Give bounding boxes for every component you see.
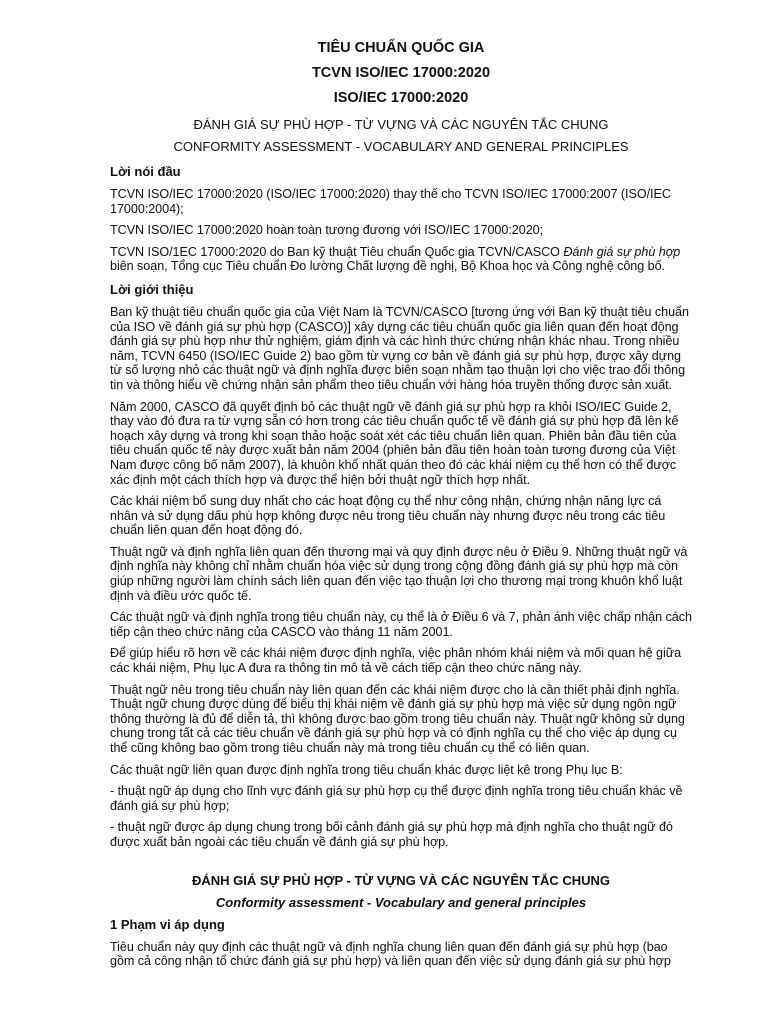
foreword-paragraph: TCVN ISO/IEC 17000:2020 (ISO/IEC 17000:2020) thay thế cho TCVN ISO/IEC 17000:2007 (ISO/IEC 17000:2004); [110,187,671,216]
introduction-heading: Lời giới thiệu [110,281,194,297]
introduction-paragraph: Các thuật ngữ liên quan được định nghĩa trong tiêu chuẩn khác được liệt kê trong Phụ lục B: [110,762,623,777]
clause-paragraph: Tiêu chuẩn này quy định các thuật ngữ và định nghĩa chung liên quan đến đánh giá sự phù hợp (bao gồm cả công nhận tổ chức đánh giá sự phù hợp) và liên quan đến việc sử dụng đánh giá sự phù hợp [110,939,671,969]
text-run: TCVN ISO/1EC 17000:2020 do Ban kỹ thuật Tiêu chuẩn Quốc gia TCVN/CASCO [110,244,564,259]
foreword-paragraph [110,245,692,274]
clause-heading: 1 Phạm vi áp dụng [110,916,225,932]
standard-type-title: TIÊU CHUẨN QUỐC GIA [317,40,485,56]
iso-code-title: ISO/IEC 17000:2020 [333,90,469,106]
foreword-heading: Lời nói đầu [110,164,181,179]
foreword-paragraph: TCVN ISO/IEC 17000:2020 hoàn toàn tương đương với ISO/IEC 17000:2020; [110,223,544,238]
text-run: biên soạn, Tổng cục Tiêu chuẩn Đo lường Chất lượng đề nghị, Bộ Khoa học và Công nghệ công bố. [110,259,666,274]
introduction-paragraph: Để giúp hiểu rõ hơn về các khái niệm được định nghĩa, việc phân nhóm khái niệm và mối quan hệ giữa các khái niệm, Phụ lục A đưa ra thông tin mô tả về cách tiếp cận theo chức năng này. [110,646,682,676]
introduction-paragraph: Ban kỹ thuật tiêu chuẩn quốc gia của Việt Nam là TCVN/CASCO [tương ứng với Ban kỹ thuật tiêu chuẩn của ISO về đánh giá sự phù hợp (CASCO)] xây dựng các tiêu chuẩn quốc gia liên quan đến hoạt động đánh giá sự phù hợp như thử nghiệm, giám định và các hình thức chứng nhận khác nhau. Trong nhiều năm, TCVN 6450 (ISO/IEC Guide 2) bao gồm từ vựng cơ bản về đánh giá sự phù hợp, được xây dựng từ số lượng nhỏ các thuật ngữ và định nghĩa được biên soạn nhằm tạo thuận lợi cho việc trao đổi thông tin và thông hiểu về chứng nhận sản phẩm theo tiêu chuẩn với hàng hóa truyền thống được sản xuất. [110,304,689,392]
subtitle-vietnamese: ĐÁNH GIÁ SỰ PHÙ HỢP - TỪ VỰNG VÀ CÁC NGUYÊN TẮC CHUNG [193,117,609,132]
introduction-paragraph: Các thuật ngữ và định nghĩa trong tiêu chuẩn này, cụ thể là ở Điều 6 và 7, phản ánh việc chấp nhận cách tiếp cận theo chức năng của CASCO vào tháng 11 năm 2001. [110,610,692,639]
introduction-list-item: - thuật ngữ áp dụng cho lĩnh vực đánh giá sự phù hợp cụ thể được định nghĩa trong tiêu chuẩn khác về đánh giá sự phù hợp; [110,784,683,813]
committee-name-italic: Đánh giá sự phù hợp [563,244,681,259]
section-subtitle: Conformity assessment - Vocabulary and general principles [215,894,587,910]
subtitle-english: CONFORMITY ASSESSMENT - VOCABULARY AND GENERAL PRINCIPLES [173,139,629,154]
introduction-paragraph: Các khái niệm bổ sung duy nhất cho các hoạt động cụ thể như công nhận, chứng nhận năng lực cá nhân và sử dụng dấu phù hợp không được nêu trong tiêu chuẩn này nhưng được nêu trong các tiêu chuẩn liên quan đến hoạt động đó. [110,494,666,538]
tcvn-code-title: TCVN ISO/IEC 17000:2020 [311,65,491,81]
introduction-list-item: - thuật ngữ được áp dụng chung trong bối cảnh đánh giá sự phù hợp mà định nghĩa cho thuật ngữ đó được xuất bản ngoài các tiêu chuẩn về đánh giá sự phù hợp. [110,820,673,849]
introduction-paragraph: Thuật ngữ và định nghĩa liên quan đến thương mại và quy định được nêu ở Điều 9. Những thuật ngữ và định nghĩa này không chỉ nhằm chuẩn hóa việc sử dụng trong cộng đồng đánh giá sự phù hợp mà còn giúp những người làm chính sách liên quan đến việc tạo thuận lợi cho thương mại trong khuôn khổ luật định và điều ước quốc tế. [110,544,688,603]
introduction-paragraph: Năm 2000, CASCO đã quyết định bỏ các thuật ngữ về đánh giá sự phù hợp ra khỏi ISO/IEC Guide 2, thay vào đó đưa ra từ vựng sẵn có hơn trong các tiêu chuẩn quốc tế về đánh giá sự phù hợp đã lên kế hoạch xây dựng và trong khi soạn thảo hoặc soát xét các tiêu chuẩn liên quan. Phiên bản đầu tiên của tiêu chuẩn quốc tế này được xuất bản năm 2004 (phiên bản đầu tiên hoàn toàn tương đương của Việt Nam được công bố năm 2007), là khuôn khổ nhất quán theo đó các khái niệm cụ thể hơn có thể được xác định một cách thích hợp và được thể hiện bởi thuật ngữ thích hợp nhất. [110,399,679,487]
document-header [110,38,692,157]
section-title: ĐÁNH GIÁ SỰ PHÙ HỢP - TỪ VỰNG VÀ CÁC NGUYÊN TẮC CHUNG [191,872,611,888]
introduction-paragraph: Thuật ngữ nêu trong tiêu chuẩn này liên quan đến các khái niệm được cho là cần thiết phải định nghĩa. Thuật ngữ chung được dùng để biểu thị khái niệm về đánh giá sự phù hợp mà việc sử dụng ngôn ngữ thông thường là đủ để diễn tả, thì không được bao gồm trong tiêu chuẩn này. Thuật ngữ không sử dụng chung trong tất cả các tiêu chuẩn về đánh giá sự phù hợp và có định nghĩa cụ thể cho việc áp dụng cụ thể cũng không bao gồm trong tiêu chuẩn này mà trong tiêu chuẩn cụ thể có liên quan. [110,682,685,755]
